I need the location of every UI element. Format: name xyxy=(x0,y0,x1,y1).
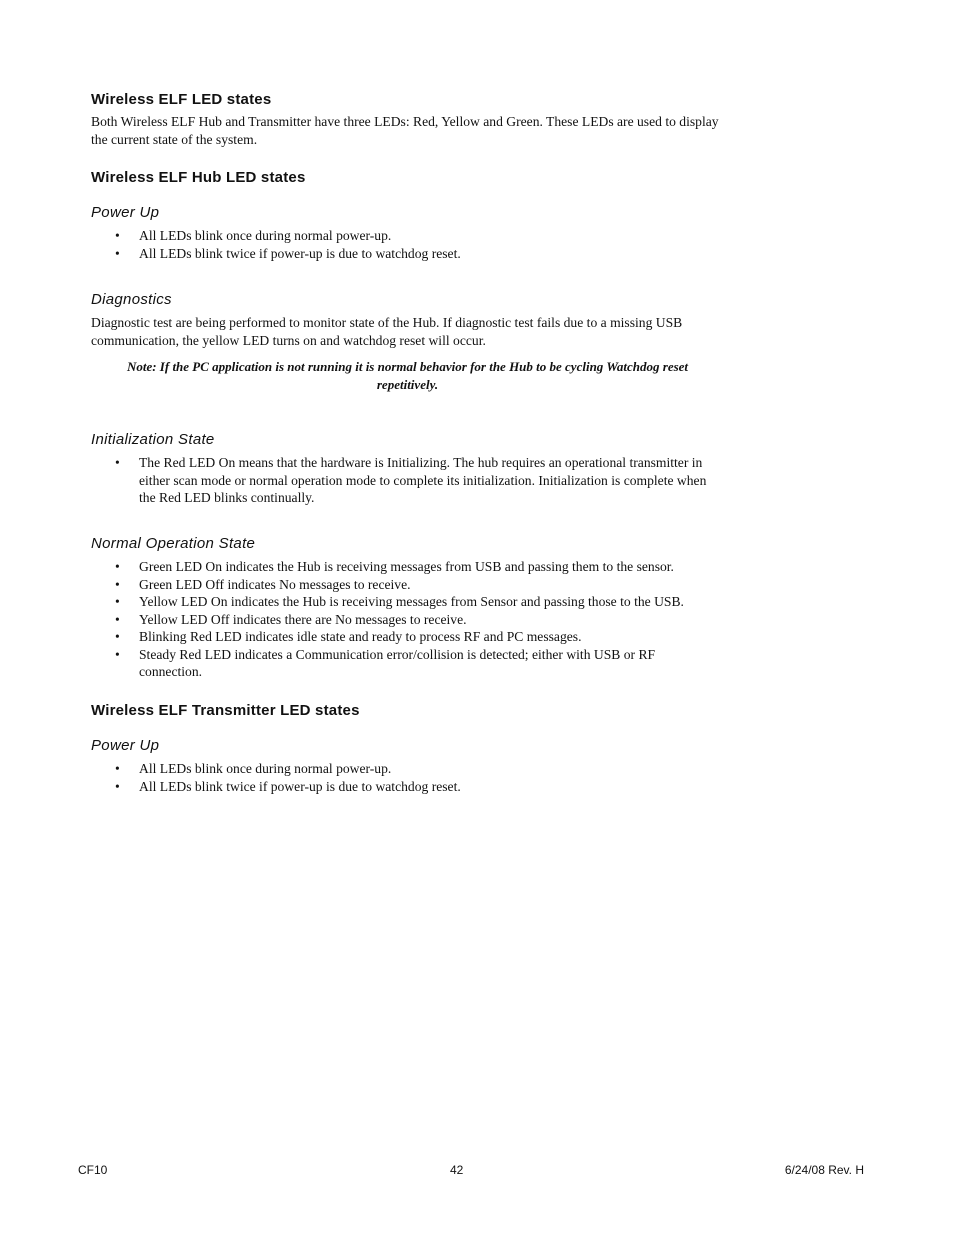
init-list xyxy=(115,454,721,507)
list-item: • All LEDs blink twice if power-up is due to watchdog reset. xyxy=(115,778,461,794)
normal-operation-list xyxy=(115,558,721,681)
subsection-title-diagnostics: Diagnostics xyxy=(91,291,172,308)
diagnostics-note: Note: If the PC application is not running it is normal behavior for the Hub to be cycling Watchdog reset repetitively. xyxy=(126,359,689,392)
section-title-led-states: Wireless ELF LED states xyxy=(91,91,272,108)
list-item: • Yellow LED On indicates the Hub is receiving messages from Sensor and passing those to the USB. xyxy=(115,594,684,609)
tx-powerup-list xyxy=(115,760,721,795)
subsection-title-initialization: Initialization State xyxy=(91,431,215,448)
list-item: • Yellow LED Off indicates there are No messages to receive. xyxy=(115,611,467,627)
section-title-transmitter: Wireless ELF Transmitter LED states xyxy=(91,702,360,719)
bullet-icon: • xyxy=(115,245,120,261)
diagnostics-text: Diagnostic test are being performed to monitor state of the Hub. If diagnostic test fails due to a missing USB communication, the yellow LED turns on and watchdog reset will occur. xyxy=(91,315,683,348)
bullet-icon: • xyxy=(115,611,120,627)
subsection-title-tx-powerup: Power Up xyxy=(91,737,160,754)
list-item: • The Red LED On means that the hardware is Initializing. The hub requires an operational transmitter in either scan mode or normal operation mode to complete its initialization. Initialization is complete when the Red LED blinks continually. xyxy=(115,455,707,505)
led-states-intro: Both Wireless ELF Hub and Transmitter have three LEDs: Red, Yellow and Green. These LEDs are used to display the current state of the system. xyxy=(91,114,719,147)
list-item: • All LEDs blink twice if power-up is due to watchdog reset. xyxy=(115,245,461,261)
footer-revision: 6/24/08 Rev. H xyxy=(784,1163,864,1177)
bullet-icon: • xyxy=(115,228,120,243)
list-item: • All LEDs blink once during normal power-up. xyxy=(115,761,392,776)
footer-page-number: 42 xyxy=(450,1163,464,1177)
subsection-title-hub-powerup: Power Up xyxy=(91,204,160,221)
bullet-icon: • xyxy=(115,629,120,644)
bullet-icon: • xyxy=(115,778,120,794)
bullet-icon: • xyxy=(115,594,120,609)
bullet-icon: • xyxy=(115,646,120,662)
hub-powerup-list xyxy=(115,227,721,262)
section-title-hub: Wireless ELF Hub LED states xyxy=(91,169,306,186)
bullet-icon: • xyxy=(115,576,120,592)
list-item: • Steady Red LED indicates a Communication error/collision is detected; either with USB or RF connection. xyxy=(115,646,656,679)
bullet-icon: • xyxy=(115,761,120,776)
list-item: • Green LED On indicates the Hub is receiving messages from USB and passing them to the sensor. xyxy=(115,559,674,574)
list-item: • All LEDs blink once during normal power-up. xyxy=(115,228,392,243)
footer-document-id: CF10 xyxy=(78,1163,108,1177)
subsection-title-normal-operation: Normal Operation State xyxy=(91,535,256,552)
list-item: • Green LED Off indicates No messages to receive. xyxy=(115,576,411,592)
bullet-icon: • xyxy=(115,455,120,470)
list-item: • Blinking Red LED indicates idle state and ready to process RF and PC messages. xyxy=(115,629,582,644)
bullet-icon: • xyxy=(115,559,120,574)
